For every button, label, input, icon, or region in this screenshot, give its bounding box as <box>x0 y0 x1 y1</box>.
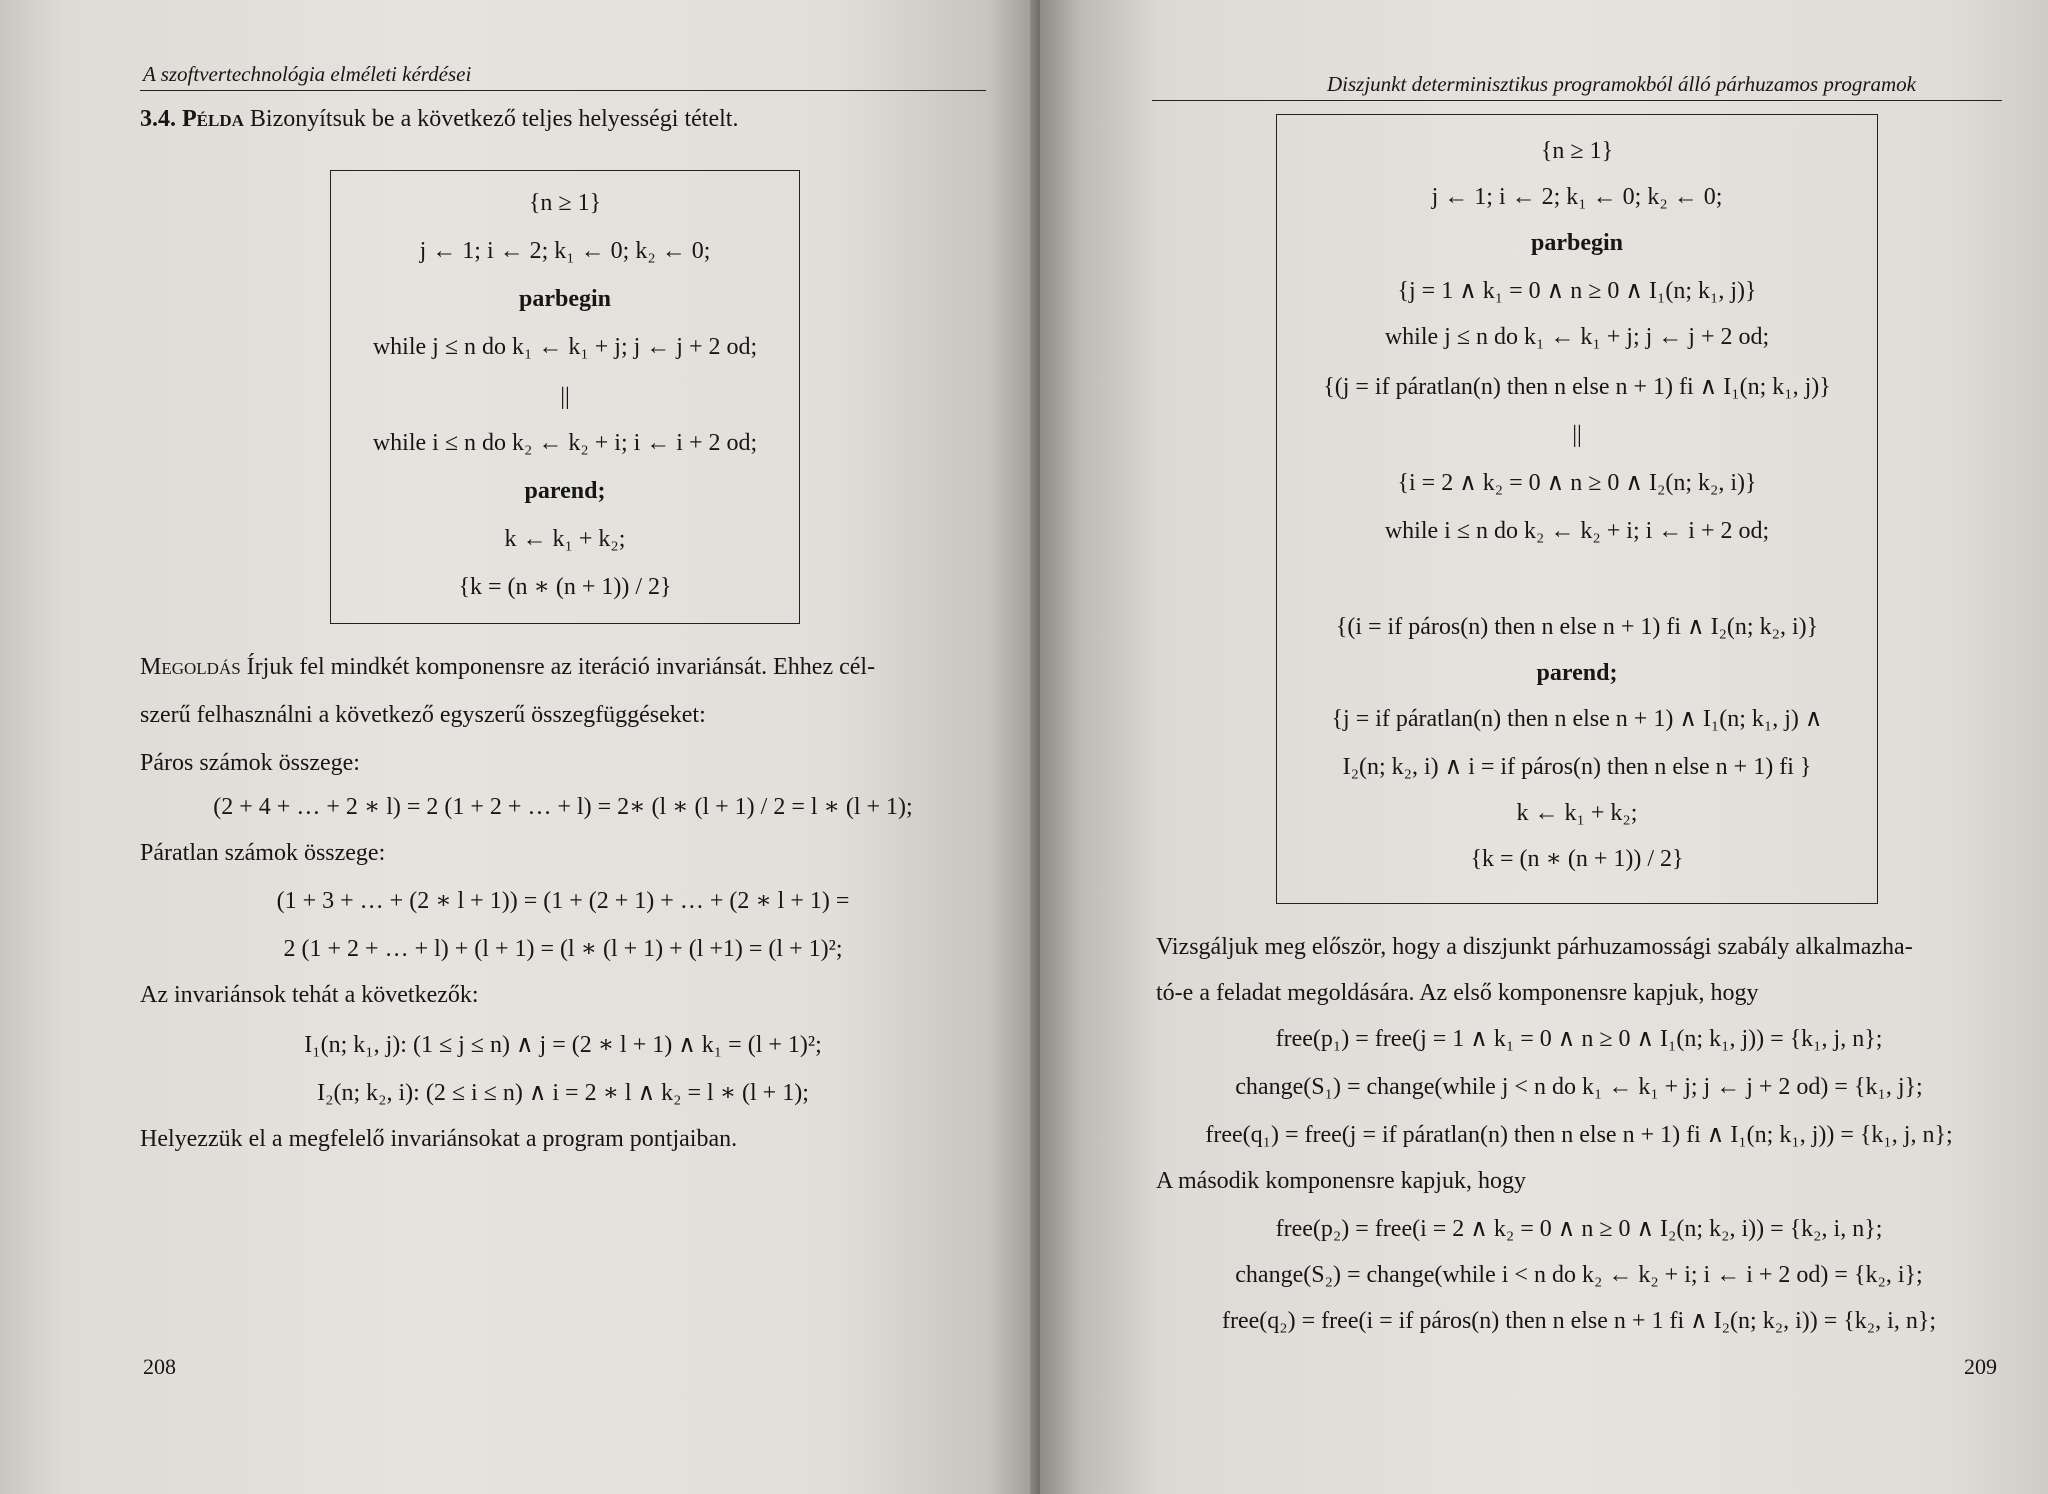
parbegin-keyword: parbegin <box>518 286 611 312</box>
assertion-q2: {(i = if páros(n) then n else n + 1) fi ∧ I₂(n; k₂, i)} <box>1335 614 1819 640</box>
example-heading <box>140 104 738 134</box>
change-s2: change(S₂) = change(while i < n do k₂ ← k₂ + i; i ← i + 2 od) = {k₂, i}; <box>1235 1262 1923 1288</box>
example-label: Példa <box>182 106 244 132</box>
parend-keyword: parend; <box>524 478 606 504</box>
solution-line-2: szerű felhasználni a következő egyszerű összegfüggéseket: <box>140 702 706 728</box>
annotated-postcondition: {k = (n ∗ (n + 1)) / 2} <box>1470 846 1684 872</box>
free-p1: free(p₁) = free(j = 1 ∧ k₁ = 0 ∧ n ≥ 0 ∧ I₁(n; k₁, j)) = {k₁, j, n}; <box>1275 1026 1883 1052</box>
even-formula: (2 + 4 + … + 2 ∗ l) = 2 (1 + 2 + … + l) = 2∗ (l ∗ (l + 1) / 2 = l ∗ (l + 1); <box>213 794 913 820</box>
annotated-while-1: while j ≤ n do k₁ ← k₁ + j; j ← j + 2 od; <box>1384 324 1770 350</box>
running-head-right: Diszjunkt determinisztikus programokból álló párhuzamos programok <box>1327 72 1916 96</box>
free-p2: free(p₂) = free(i = 2 ∧ k₂ = 0 ∧ n ≥ 0 ∧ I₂(n; k₂, i)) = {k₂, i, n}; <box>1275 1216 1883 1242</box>
solution-text-1: Írjuk fel mindkét komponensre az iteráció invariánsát. Ehhez cél- <box>246 654 876 680</box>
example-number: 3.4. <box>140 106 176 132</box>
assertion-p1: {j = 1 ∧ k₁ = 0 ∧ n ≥ 0 ∧ I₁(n; k₁, j)} <box>1397 278 1757 304</box>
assertion-q1: {(j = if páratlan(n) then n else n + 1) fi ∧ I₁(n; k₁, j)} <box>1323 374 1831 400</box>
second-component-label: A második komponensre kapjuk, hogy <box>1156 1168 1526 1194</box>
annotated-parbegin: parbegin <box>1530 230 1623 256</box>
paragraph-line-1: Vizsgáljuk meg először, hogy a diszjunkt párhuzamossági szabály alkalmazha- <box>1156 934 1913 960</box>
odd-formula-1: (1 + 3 + … + (2 ∗ l + 1)) = (1 + (2 + 1) + … + (2 ∗ l + 1) = <box>276 888 850 914</box>
odd-formula-2: 2 (1 + 2 + … + l) + (l + 1) = (l ∗ (l + 1) + (l +1) = (l + 1)²; <box>283 936 843 962</box>
invariant-2: I₂(n; k₂, i): (2 ≤ i ≤ n) ∧ i = 2 ∗ l ∧ k₂ = l ∗ (l + 1); <box>317 1080 809 1106</box>
solution-label: Megoldás <box>140 654 241 680</box>
assertion-p2: {i = 2 ∧ k₂ = 0 ∧ n ≥ 0 ∧ I₂(n; k₂, i)} <box>1397 470 1757 496</box>
annotated-init: j ← 1; i ← 2; k₁ ← 0; k₂ ← 0; <box>1431 184 1723 210</box>
page-number-right: 209 <box>1964 1354 1997 1379</box>
free-q2: free(q₂) = free(i = if páros(n) then n else n + 1 fi ∧ I₂(n; k₂, i)) = {k₂, i, n}; <box>1222 1308 1936 1334</box>
page-number-left: 208 <box>143 1354 176 1379</box>
combined-assertion-1: {j = if páratlan(n) then n else n + 1) ∧ I₁(n; k₁, j) ∧ <box>1331 706 1823 732</box>
while-loop-1: while j ≤ n do k₁ ← k₁ + j; j ← j + 2 od; <box>372 334 758 360</box>
annotated-parend: parend; <box>1536 660 1618 686</box>
even-label: Páros számok összege: <box>140 750 360 776</box>
init-statement: j ← 1; i ← 2; k₁ ← 0; k₂ ← 0; <box>419 238 711 264</box>
example-text: Bizonyítsuk be a következő teljes helyességi tételt. <box>249 106 739 132</box>
postcondition: {k = (n ∗ (n + 1)) / 2} <box>458 574 672 600</box>
odd-label: Páratlan számok összege: <box>140 840 386 866</box>
annotated-sum: k ← k₁ + k₂; <box>1516 800 1638 826</box>
right-page <box>1040 0 2048 1494</box>
precondition: {n ≥ 1} <box>528 190 602 216</box>
free-q1: free(q₁) = free(j = if páratlan(n) then n else n + 1) fi ∧ I₁(n; k₁, j)) = {k₁, j, n}; <box>1205 1122 1953 1148</box>
header-rule-left <box>140 90 986 91</box>
sum-assignment: k ← k₁ + k₂; <box>504 526 626 552</box>
closing-sentence: Helyezzük el a megfelelő invariánsokat a program pontjaiban. <box>140 1126 738 1152</box>
annotated-while-2: while i ≤ n do k₂ ← k₂ + i; i ← i + 2 od; <box>1384 518 1770 544</box>
combined-assertion-2: I₂(n; k₂, i) ∧ i = if páros(n) then n else n + 1) fi } <box>1342 754 1812 780</box>
solution-line-1 <box>140 652 875 682</box>
invariants-label: Az invariánsok tehát a következők: <box>140 982 479 1008</box>
paragraph-line-2: tó-e a feladat megoldására. Az első komponensre kapjuk, hogy <box>1156 980 1759 1006</box>
running-head-left: A szoftvertechnológia elméleti kérdései <box>143 62 472 86</box>
annotated-precondition: {n ≥ 1} <box>1540 138 1614 164</box>
annotated-separator: || <box>1572 422 1582 448</box>
parallel-separator: || <box>560 384 570 410</box>
header-rule-right <box>1152 100 2002 101</box>
while-loop-2: while i ≤ n do k₂ ← k₂ + i; i ← i + 2 od; <box>372 430 758 456</box>
change-s1: change(S₁) = change(while j < n do k₁ ← k₁ + j; j ← j + 2 od) = {k₁, j}; <box>1235 1074 1923 1100</box>
invariant-1: I₁(n; k₁, j): (1 ≤ j ≤ n) ∧ j = (2 ∗ l + 1) ∧ k₁ = (l + 1)²; <box>304 1032 822 1058</box>
